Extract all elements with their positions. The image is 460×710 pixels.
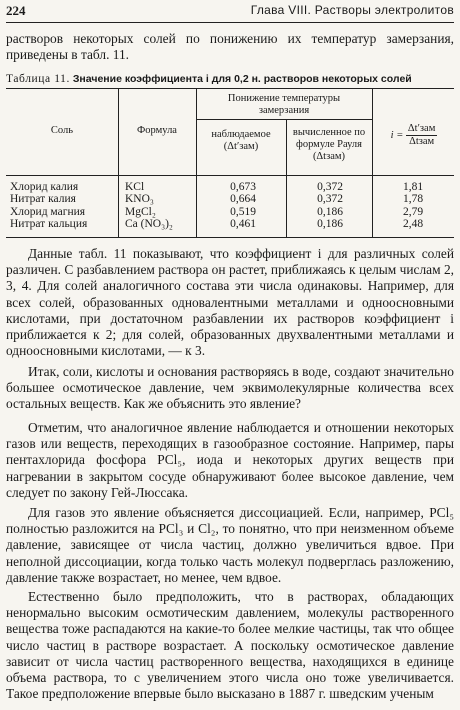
body-paragraph: Естественно было предположить, что в растворах, обладающих ненормально высоким осмотическим давлением, молекулы растворенного вещества тоже распадаются на какие-то более мелкие частицы, так что общее число частиц в растворе возрастает. А поскольку осмотическое давление зависит от числа частиц растворенного вещества, находящихся в единице объема раствора, то с увеличением этого числа оно тоже увеличивается. Такое предположение впервые было высказано в 1887 г. шведским ученым: [6, 589, 454, 702]
table-cell: Нитрат кальция: [10, 218, 88, 231]
body-paragraph: Отметим, что аналогичное явление наблюдается и отношении некоторых газов или веществ, переходящих в газообразное состояние. Например, пары пентахлорида фосфора PCl₅, иода и некоторых других веществ при нагревании в закрытом сосуде обнаруживают более высокое давление, чем следует по закону Гей-Люссака.: [6, 420, 454, 500]
header-calculated-symbol: (Δtзам): [312, 151, 346, 162]
formula-column: [125, 181, 195, 231]
page-number: 224: [6, 3, 26, 18]
table-cell: 0,186: [317, 205, 343, 218]
header-salt: Соль: [50, 125, 74, 136]
table-cell: Хлорид калия: [10, 181, 79, 193]
table-cell: KNO₃: [125, 193, 154, 206]
running-head: Глава VIII. Растворы электролитов: [250, 3, 454, 17]
header-coefficient: i = $\frac{\text{Δt′зам}}{\text{Δtзам}}$: [390, 123, 436, 147]
table-cell: Ca (NO₃)₂: [125, 218, 173, 231]
header-freezing-depression: Понижение температуры замерзания: [227, 93, 341, 116]
page-header: [6, 3, 454, 21]
salt-column: [10, 181, 120, 231]
observed-column: [204, 181, 282, 231]
table-cell: 2,79: [402, 205, 424, 218]
data-table: [6, 88, 454, 238]
body-paragraph: Итак, соли, кислоты и основания растворяясь в воде, создают значительно большее осмотическое давление, чем эквимолекулярные количества всех остальных веществ. Как же объяснить это явление?: [6, 364, 454, 412]
header-observed-symbol: (Δt′зам): [223, 141, 259, 152]
table-cell: 0,372: [317, 193, 343, 206]
table-cell: Нитрат калия: [10, 193, 76, 206]
table-cell: 0,673: [230, 181, 256, 193]
table-title: Значение коэффициента i для 0,2 н. растворов некоторых солей: [72, 73, 412, 85]
table-cell: 1,81: [402, 181, 424, 193]
body-paragraph: Данные табл. 11 показывают, что коэффициент i для различных солей различен. С разбавлением раствора он растет, приближаясь к целым числам 2, 3, 4. Для солей аналогичного состава эти числа одинаковы. Например, для всех солей, образованных одновалентными металлами и одноосновными кислотами, при достаточном разбавлении их растворов коэффициент i приближается к 2; для солей, образованных двухвалентными металлами и одноосновными кислотами, — к 3.: [6, 246, 454, 359]
table-cell: 1,78: [402, 193, 424, 206]
header-rule: [6, 22, 454, 23]
table-caption: [6, 73, 458, 85]
table-label: Таблица 11.: [6, 73, 70, 85]
table-cell: 0,186: [317, 218, 343, 231]
header-formula: Формула: [137, 125, 177, 136]
table-cell: 0,664: [230, 193, 256, 206]
table-cell: 0,519: [230, 205, 256, 218]
intro-paragraph: растворов некоторых солей по понижению их температур замерзания, приведены в табл. 11.: [6, 31, 454, 63]
body-paragraph: Для газов это явление объясняется диссоциацией. Если, например, PCl₅ полностью разложится на PCl₃ и Cl₂, то понятно, что при неизменном объеме давление, зависящее от числа частиц, должно увеличиться вдвое. При неполной диссоциации, когда только часть молекул подверглась разложению, давление также возрастает, но менее, чем вдвое.: [6, 505, 454, 585]
coefficient-column: [374, 181, 452, 231]
table-cell: 0,372: [317, 181, 343, 193]
table-cell: 2,48: [402, 218, 424, 231]
table-cell: Хлорид магния: [10, 205, 86, 218]
table-cell: KCl: [125, 181, 145, 193]
header-observed: наблюдаемое (Δt′зам): [211, 129, 271, 152]
table-cell: 0,461: [230, 218, 256, 231]
header-calculated: вычисленное по формуле Рауля (Δtзам): [292, 127, 366, 162]
table-cell: MgCl₂: [125, 205, 156, 218]
calculated-column: [290, 181, 370, 231]
